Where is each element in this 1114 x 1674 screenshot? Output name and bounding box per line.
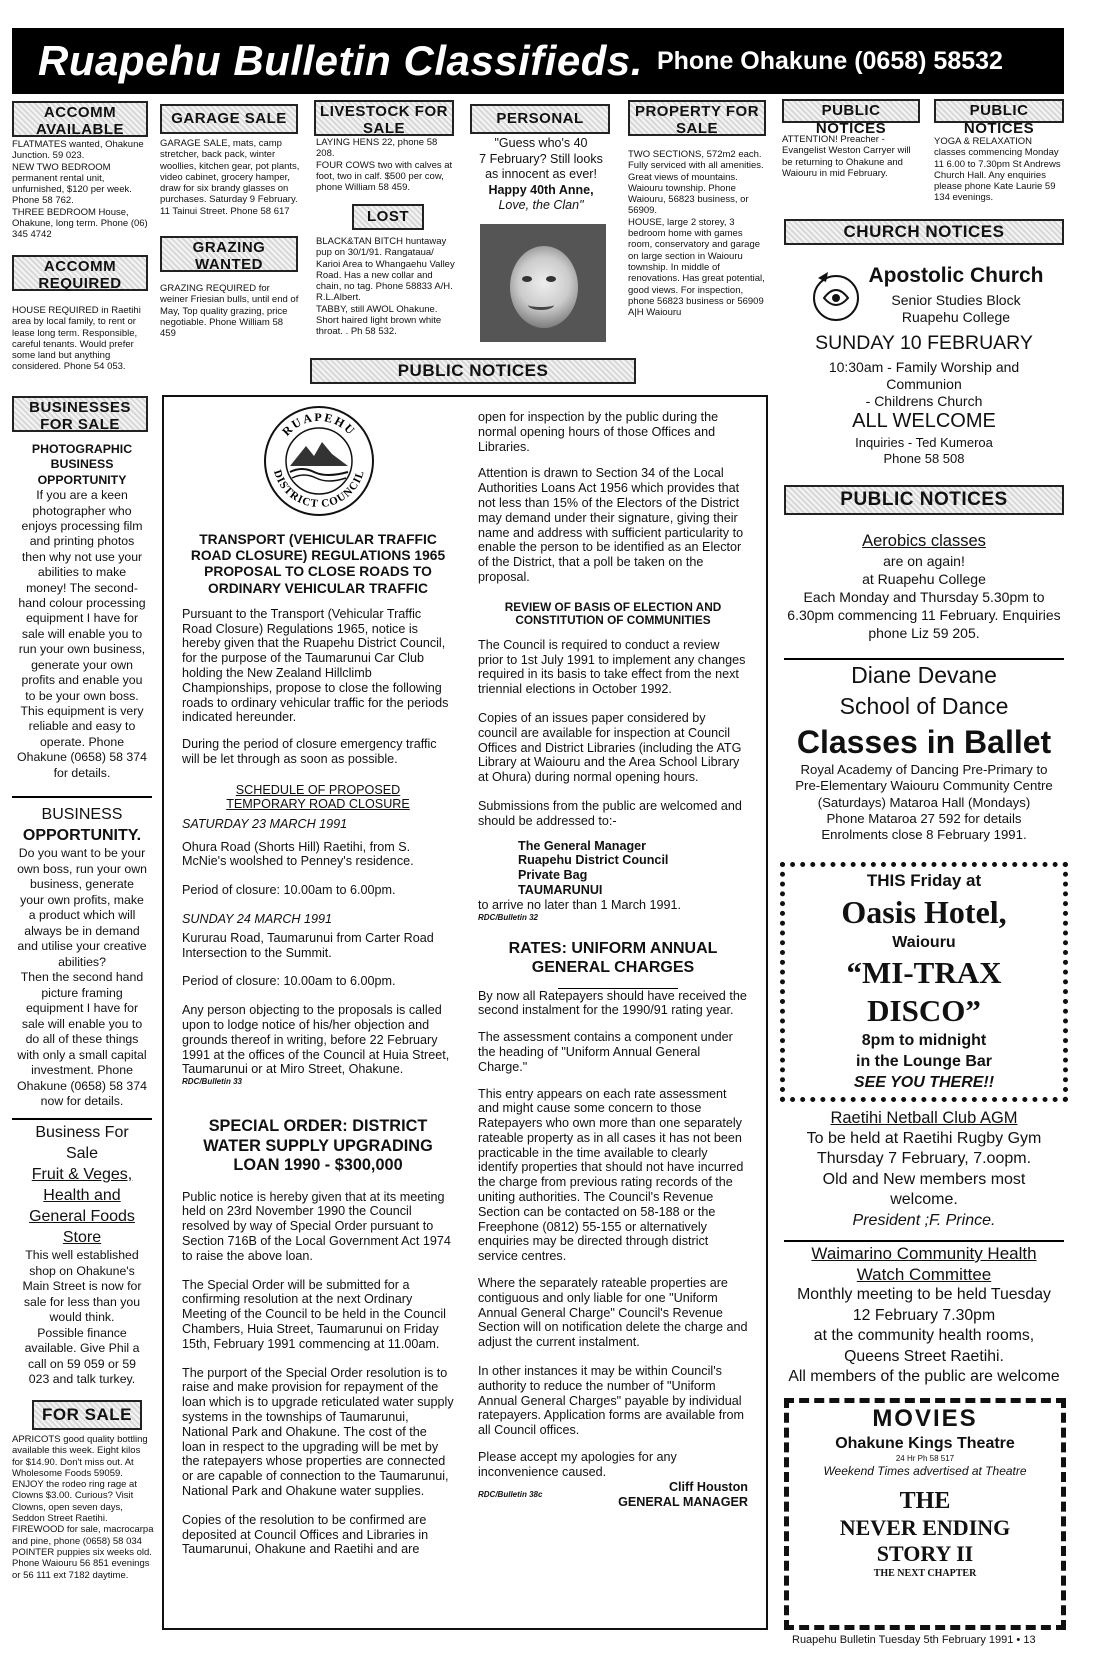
personal-ad: "Guess who's 40 7 February? Still looks as innocent as ever! Happy 40th Anne, Love, the Clan" <box>479 136 603 212</box>
public-notices-header-2: PUBLIC NOTICES <box>934 99 1064 123</box>
special-order-title: SPECIAL ORDER: DISTRICT WATER SUPPLY UPGRADING LOAN 1990 - $300,000 <box>203 1117 433 1175</box>
council-public-notices-header: PUBLIC NOTICES <box>310 358 636 384</box>
church-notice: Apostolic Church Senior Studies Block Ruapehu College SUNDAY 10 FEBRUARY 10:30am - Family Worship and Communion - Childrens Church ALL WELCOME Inquiries - Ted Kumeroa Phone 58 508 <box>815 264 1044 466</box>
review-election-title: REVIEW OF BASIS OF ELECTION AND CONSTITUTION OF COMMUNITIES <box>504 599 722 628</box>
dance-ad: Diane Devane School of Dance Classes in Ballet Royal Academy of Dancing Pre-Primary to Pre-Elementary Waiouru Community Centre (Saturdays) Mataroa Hall (Mondays) Phone Mataroa 27 592 for details Enrolments close 8 February 1991. <box>795 662 1053 843</box>
divider <box>12 796 152 798</box>
personal-header: PERSONAL <box>470 104 610 134</box>
grazing-wanted-ad: GRAZING REQUIRED for weiner Friesian bulls, until end of May, Top quality grazing, price negotiable. Phone William 58 459 <box>160 283 299 340</box>
council-address: The General Manager Ruapehu District Council Private Bag TAUMARUNUI <box>518 838 669 897</box>
svg-text:RUAPEHU: RUAPEHU <box>279 409 359 439</box>
council-signature: Cliff Houston RDC/Bulletin 38c GENERAL MANAGER <box>478 1479 748 1509</box>
divider <box>558 988 678 989</box>
divider <box>12 1118 152 1120</box>
road-closure-title: TRANSPORT (VEHICULAR TRAFFIC ROAD CLOSURE) REGULATIONS 1965 PROPOSAL TO CLOSE ROADS TO ORDINARY VEHICULAR TRAFFIC <box>190 532 446 596</box>
property-ads: TWO SECTIONS, 572m2 each. Fully serviced with all amenities. Great views of mountains. Waiouru township. Phone Waiouru, 56823 business, or 56909. HOUSE, large 2 storey, 3 bedroom home with games room, conservatory and garage on large section in Waiouru township. In middle of renovations. Has great potential, good views. For inspection, phone 56823 business or 56909 A|H Waiouru <box>628 149 765 319</box>
page-footer: Ruapehu Bulletin Tuesday 5th February 1991 • 13 <box>792 1634 1036 1646</box>
waimarino-notice: Waimarino Community Health Watch Committee Monthly meeting to be held Tuesday 12 February 7.30pm at the community health rooms, Queens Street Raetihi. All members of the public are welcome <box>788 1244 1060 1385</box>
lost-header: LOST <box>352 204 424 230</box>
masthead-title: Ruapehu Bulletin Classifieds. <box>38 37 643 84</box>
movies-ad: MOVIES Ohakune Kings Theatre 24 Hr Ph 58 517 Weekend Times advertised at Theatre THE NEVER ENDING STORY II THE NEXT CHAPTER <box>823 1405 1027 1579</box>
schedule-heading: SCHEDULE OF PROPOSED TEMPORARY ROAD CLOSURE <box>226 782 410 811</box>
livestock-ads: LAYING HENS 22, phone 58 208. FOUR COWS two with calves at foot, two in calf. $500 per cow, phone William 58 459. <box>316 137 453 194</box>
fruit-veges-store-ad: Business For Sale Fruit & Veges, Health and General Foods Store This well established shop on Ohakune's Main Street is now for sale for less than you would think. Possible finance available. Give Phil a call on 59 059 or 59 023 and talk turkey. <box>22 1124 142 1386</box>
council-left-column: TRANSPORT (VEHICULAR TRAFFIC ROAD CLOSURE) REGULATIONS 1965 PROPOSAL TO CLOSE ROADS TO ORDINARY VEHICULAR TRAFFIC Pursuant to the Transport (Vehicular Traffic Road Closure) Regulations 1965, notice is hereby given that the Ruapehu District Council, for the purpose of the Taumarunui Car Club holding the New Zealand Hillclimb Championships, propose to close the following roads to ordinary vehicular traffic for the periods indicated hereunder. During the period of closure emergency traffic will be let through as soon as possible. SCHEDULE OF PROPOSED TEMPORARY ROAD CLOSURE SATURDAY 23 MARCH 1991 Ohura Road (Shorts Hill) Raetihi, from S. McNie's woolshed to Penney's residence. Period of closure: 10.00am to 6.00pm. SUNDAY 24 MARCH 1991 Kururau Road, Taumarunui from Carter Road Intersection to the Summit. Period of closure: 10.00am to 6.00pm. Any person objecting to the proposals is called upon to lodge notice of his/her objection and grounds thereof in writing, before 22 February 1991 at the offices of the Council at Huia Street, Taumarunui or at Miro Street, Ohakune. RDC/Bulletin 33 SPECIAL ORDER: DISTRICT WATER SUPPLY UPGRADING LOAN 1990 - $300,000 Public notice is hereby given that at its meeting held on 23rd November 1990 the Council resolved by way of Special Order pursuant to Section 716B of the Local Government Act 1974 to raise the above loan. The Special Order will be submitted for a confirming resolution at the next Ordinary Meeting of the Council to be held in the Council Chambers, Huia Street, Taumarunui on Friday 15th, February 1991 commencing at 11.00am. The purport of the Special Order resolution is to raise and make provision for repayment of the loan which is to upgrade reticulated water supply systems in the townships of Taumarunui, National Park and Ohakune. The cost of the loan in respect to the upgrading will be met by the ratepayers whose properties are connected or are capable of connection to the Taumarunui, National Park and Ohakune water supplies. Copies of the resolution to be confirmed are deposited at Council Offices and Libraries in Taumarunui, Ohakune and Raetihi and are <box>182 532 454 1557</box>
svg-text:DISTRICT COUNCIL: DISTRICT COUNCIL <box>271 468 367 511</box>
photographic-business-ad: PHOTOGRAPHIC BUSINESS OPPORTUNITY If you are a keen photographer who enjoys processing film and printing photos then why not use your abilities to make money! The second- hand colour processing equipment I have for sale will enable you to run your own business, generate your own profits and enable you to be your own boss. This equipment is very reliable and easy to operate. Phone Ohakune (0658) 58 374 for details. <box>17 442 147 780</box>
accomm-available-ads: FLATMATES wanted, Ohakune Junction. 59 023. NEW TWO BEDROOM permanent rental unit, unfurnished, $120 per week. Phone 58 762. THREE BEDROOM House, Ohakune, long term. Phone (06) 345 4742 <box>12 139 148 241</box>
personal-photo <box>480 224 606 342</box>
rates-title: RATES: UNIFORM ANNUAL GENERAL CHARGES <box>508 939 718 976</box>
for-sale-ads: APRICOTS good quality bottling available this week. Eight kilos for $14.90. Don't miss out. At Wholesome Foods 59059. ENJOY the rodeo ring rage at Clowns $3.00. Curious? Visit Clowns, open seven days, Seddon Street Raetihi. FIREWOOD for sale, macrocarpa and pine, phone (0658) 58 034 POINTER puppies six weeks old. Phone Waiouru 56 851 evenings or 56 111 ext 7182 daytime. <box>12 1434 154 1581</box>
council-right-column: open for inspection by the public during the normal opening hours of those Offices and Libraries. Attention is drawn to Section 34 of the Local Authorities Loans Act 1956 which provides that not less than 15% of the Electors of the District may demand under their signature, giving their name and address with sufficient particularity to enable the person to be identified as an Elector of the District, that a poll be taken on the proposal. REVIEW OF BASIS OF ELECTION AND CONSTITUTION OF COMMUNITIES The Council is required to conduct a review prior to 1st July 1991 to implement any changes required in its basis to take effect from the next triennial elections in October 1992. Copies of an issues paper considered by council are available for inspection at Council Offices and District Libraries (including the ATG Library at Waiouru and the Area School Library at Ohura) during normal opening hours. Submissions from the public are welcomed and should be addressed to:- The General Manager Ruapehu District Council Private Bag TAUMARUNUI to arrive no later than 1 March 1991. RDC/Bulletin 32 RATES: UNIFORM ANNUAL GENERAL CHARGES By now all Ratepayers should have received the second instalment for the 1990/91 rating year. The assessment contains a component under the heading of "Uniform Annual General Charge." This entry appears on each rate assessment and might cause some concern to those Ratepayers who own more than one separately rateable property as in all cases it has not been practicable in the time available to clearly identify properties that should not have incurred the charge from previous rating records of the uniting authorities. The Council's Revenue Section can be contacted on 58-188 or the Freephone (0812) 55-155 or alternatively enquiries may be directed through district service centres. Where the separately rateable properties are contiguous and only liable for one "Uniform Annual General Charge" Council's Revenue Section will on notification delete the charge and adjust the current instalment. In other instances it may be within Council's authority to reduce the number of "Uniform Annual General Charges" payable by individual ratepayers. Application forms are available from all Council offices. Please accept my apologies for any inconvenience caused. Cliff Houston RDC/Bulletin 38c GENERAL MANAGER <box>478 410 748 1626</box>
masthead-phone: Phone Ohakune (0658) 58532 <box>656 46 1003 75</box>
netball-notice: Raetihi Netball Club AGM To be held at Raetihi Rugby Gym Thursday 7 February, 7.oopm. Old and New members most welcome. President ;F. Prince. <box>806 1109 1042 1229</box>
oasis-ad: THIS Friday at Oasis Hotel, Waiouru “MI-TRAX DISCO” 8pm to midnight in the Lounge Bar SEE YOU THERE!! <box>841 871 1007 1091</box>
accomm-required-ad: HOUSE REQUIRED in Raetihi area by local family, to rent or lease long term. Responsible, careful tenants. Would prefer some land but anything considered. Phone 54 053. <box>12 305 141 373</box>
business-opportunity-ad: BUSINESS OPPORTUNITY. Do you want to be your own boss, run your own business, generate your own profits, make a product which will always be in demand and utilise your creative abilities? Then the second hand picture framing equipment I have for sale will enable you to do all of these things with only a small capital investment. Phone Ohakune (0658) 58 374 now for details. <box>17 806 147 1108</box>
public-notices-header-right: PUBLIC NOTICES <box>784 485 1064 515</box>
divider <box>784 1240 1064 1242</box>
public-notice-preacher: ATTENTION! Preacher - Evangelist Weston Carryer will be returning to Ohakune and Waiouru in mid February. <box>782 134 911 179</box>
church-notices-header: CHURCH NOTICES <box>784 219 1064 245</box>
lost-ads: BLACK&TAN BITCH huntaway pup on 30/1/91. Rangataua/ Karioi Area to Whangaehu Valley Road. Has a new collar and chain, no tag. Phone 58833 A/H. R.L.Albert. TABBY, still AWOL Ohakune. Short haired light brown white throat. . Ph 58 532. <box>316 236 455 338</box>
public-notices-header-1: PUBLIC NOTICES <box>782 99 920 123</box>
garage-sale-header: GARAGE SALE <box>160 104 298 134</box>
ruapehu-district-council-logo <box>262 404 376 518</box>
public-notice-yoga: YOGA & RELAXATION classes commencing Monday 11 6.00 to 7.30pm St Andrews Church Hall. Any enquiries please phone Kate Laurie 59 134 evenings. <box>934 136 1061 204</box>
masthead <box>12 28 1064 94</box>
garage-sale-ad: GARAGE SALE, mats, camp stretcher, back pack, winter woollies, kitchen gear, pot plants, video cabinet, grocery hamper, draw for six brandy glasses on purchases. Saturday 9 February. 11 Tainui Street. Phone 58 617 <box>160 138 300 217</box>
accomm-available-header: ACCOMM AVAILABLE <box>12 101 148 137</box>
businesses-header: BUSINESSES FOR SALE <box>12 396 148 432</box>
aerobics-notice: Aerobics classes are on again! at Ruapehu College Each Monday and Thursday 5.30pm to 6.30pm commencing 11 February. Enquiries phone Liz 59 205. <box>787 532 1061 641</box>
accomm-required-header: ACCOMM REQUIRED <box>12 255 148 291</box>
for-sale-header: FOR SALE <box>32 1400 142 1430</box>
grazing-wanted-header: GRAZING WANTED <box>160 236 298 272</box>
property-header: PROPERTY FOR SALE <box>628 100 766 136</box>
livestock-header: LIVESTOCK FOR SALE <box>314 100 454 136</box>
